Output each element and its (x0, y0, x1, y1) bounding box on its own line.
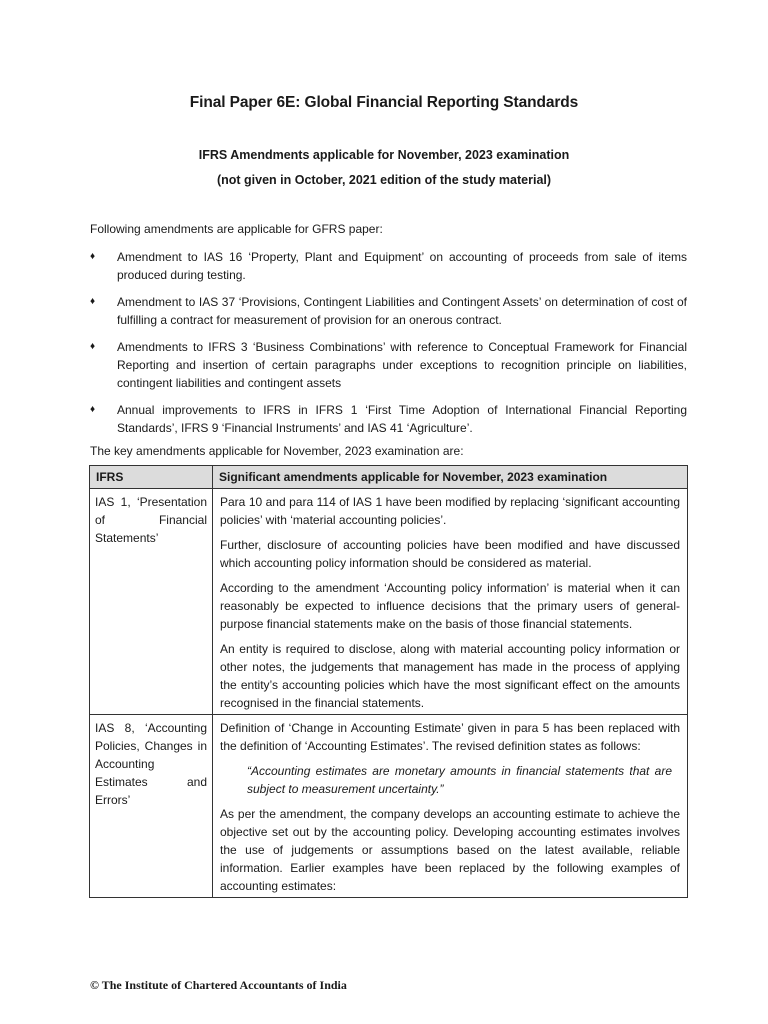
copyright-footer: © The Institute of Chartered Accountants of India (90, 978, 347, 992)
definition-quote: “Accounting estimates are monetary amounts in financial statements that are subject to measurement uncertainty.” (247, 764, 672, 796)
list-item (90, 293, 687, 329)
list-item-text: Amendment to IAS 37 ‘Provisions, Contingent Liabilities and Contingent Assets’ on determination of cost of fulfilling a contract for measurement of provision for an onerous contract. (117, 295, 687, 327)
table-header-row (90, 466, 688, 489)
intro-text: Following amendments are applicable for GFRS paper: (90, 222, 383, 236)
amendment-paragraph: According to the amendment ‘Accounting policy information’ is material when it can reasonably be expected to influence decisions that the primary users of general-purpose financial statements make on the basis of those financial statements. (220, 581, 680, 631)
list-item (90, 338, 687, 392)
diamond-bullet-icon: ♦ (90, 251, 96, 262)
header-amendments: Significant amendments applicable for November, 2023 examination (213, 466, 688, 489)
diamond-bullet-icon: ♦ (90, 404, 96, 415)
amendment-list (90, 248, 687, 446)
amendment-paragraph: Definition of ‘Change in Accounting Estimate’ given in para 5 has been replaced with the definition of ‘Accounting Estimates’. The revised definition states as follows: (220, 721, 680, 753)
list-item (90, 248, 687, 284)
amendment-paragraph: As per the amendment, the company develops an accounting estimate to achieve the objective set out by the accounting policy. Developing accounting estimates involves the use of judgements or assumptions based on the latest available, reliable information. Earlier examples have been replaced by the following examples of accounting estimates: (220, 807, 680, 893)
amendment-paragraph: Further, disclosure of accounting policies have been modified and have discussed which accounting policy information should be considered as material. (220, 538, 680, 570)
standard-cell: IAS 1, ‘Presentation of Financial Statements’ (90, 489, 213, 715)
amendment-cell (213, 715, 688, 898)
key-amendments-intro: The key amendments applicable for November, 2023 examination are: (90, 444, 464, 458)
amendment-cell (213, 489, 688, 715)
amendment-paragraph: An entity is required to disclose, along with material accounting policy information or other notes, the judgements that management has made in the process of applying the entity’s accounting policies which have the most significant effect on the amounts recognised in the financial statements. (220, 642, 680, 710)
header-ifrs: IFRS (90, 466, 213, 489)
page-title: Final Paper 6E: Global Financial Reporting Standards (189, 94, 579, 111)
diamond-bullet-icon: ♦ (90, 296, 96, 307)
list-item-text: Amendment to IAS 16 ‘Property, Plant and Equipment’ on accounting of proceeds from sale of items produced during testing. (117, 250, 687, 282)
amendments-table (89, 465, 688, 898)
list-item-text: Amendments to IFRS 3 ‘Business Combinations’ with reference to Conceptual Framework for Financial Reporting and insertion of certain paragraphs under exceptions to recognition principle on liabilities, contingent liabilities and contingent assets (117, 340, 687, 390)
subtitle-line-2: (not given in October, 2021 edition of the study material) (216, 173, 552, 187)
standard-cell: IAS 8, ‘Accounting Policies, Changes in Accounting Estimates and Errors’ (90, 715, 213, 898)
diamond-bullet-icon: ♦ (90, 341, 96, 352)
list-item-text: Annual improvements to IFRS in IFRS 1 ‘First Time Adoption of International Financial Reporting Standards’, IFRS 9 ‘Financial Instruments’ and IAS 41 ‘Agriculture’. (117, 403, 687, 435)
subtitle-line-1: IFRS Amendments applicable for November, 2023 examination (198, 148, 570, 162)
table-row (90, 715, 688, 898)
list-item (90, 401, 687, 437)
amendment-paragraph: Para 10 and para 114 of IAS 1 have been modified by replacing ‘significant accounting policies’ with ‘material accounting policies’. (220, 495, 680, 527)
table-row (90, 489, 688, 715)
